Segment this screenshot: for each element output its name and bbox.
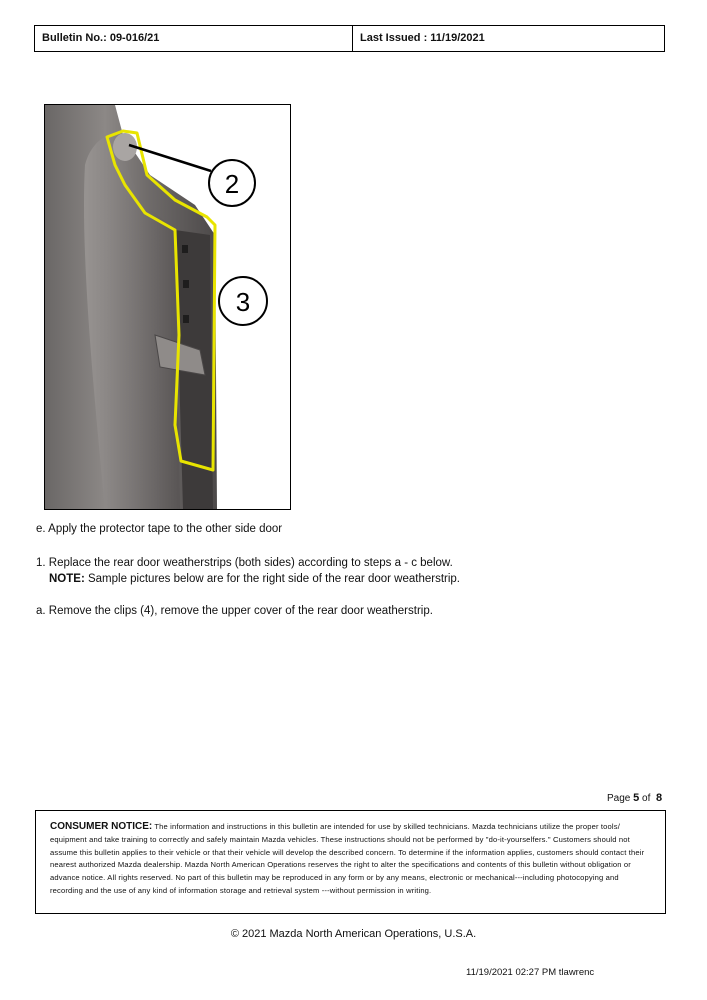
step-a: a. Remove the clips (4), remove the upper cover of the rear door weatherstrip.	[36, 605, 433, 617]
print-timestamp: 11/19/2021 02:27 PM tlawrenc	[466, 967, 595, 978]
copyright: © 2021 Mazda North American Operations, U.S.A.	[230, 928, 477, 940]
notice-title: CONSUMER NOTICE:	[50, 821, 153, 832]
page-current: 5	[633, 792, 640, 804]
page-prefix: Page	[607, 793, 631, 804]
note-line	[49, 573, 460, 585]
bulletin-header	[34, 25, 665, 52]
step-1: 1. Replace the rear door weatherstrips (both sides) according to steps a - c below.	[36, 557, 453, 569]
note-text: Sample pictures below are for the right side of the rear door weatherstrip.	[84, 573, 460, 585]
page-of: of	[642, 793, 651, 804]
callout-3-label: 3	[235, 287, 251, 317]
consumer-notice	[35, 810, 666, 914]
bulletin-number: Bulletin No.: 09-016/21	[35, 26, 353, 51]
page-total: 8	[655, 792, 663, 804]
step-e: e. Apply the protector tape to the other side door	[36, 523, 283, 535]
weatherstrip-photo	[44, 104, 291, 510]
door-pillar-illustration	[45, 105, 290, 509]
last-issued-date: Last Issued : 11/19/2021	[360, 32, 485, 44]
page-indicator	[607, 792, 662, 804]
notice-text: The information and instructions in this bulletin are intended for use by skilled technicians. Mazda technicians utilize the proper tools/ equipment and take training to correctly and safely maintain Mazda vehicles. These instructions should not be performed by "do-it-yourselfers." Customers should not assume this bulletin applies to their vehicle or that their vehicle will develop the described concern. To determine if the information applies, customers should contact their nearest authorized Mazda dealership. Mazda North American Operations reserves the right to alter the specifications and contents of this bulletin without obligation or advance notice. All rights reserved. No part of this bulletin may be reproduced in any form or by any means, electronic or mechanical---including photocopying and recording and the use of any kind of information storage and retrieval system ---without permission in writing.	[50, 822, 645, 895]
callout-2-label: 2	[224, 169, 240, 199]
note-label: NOTE:	[49, 573, 85, 585]
